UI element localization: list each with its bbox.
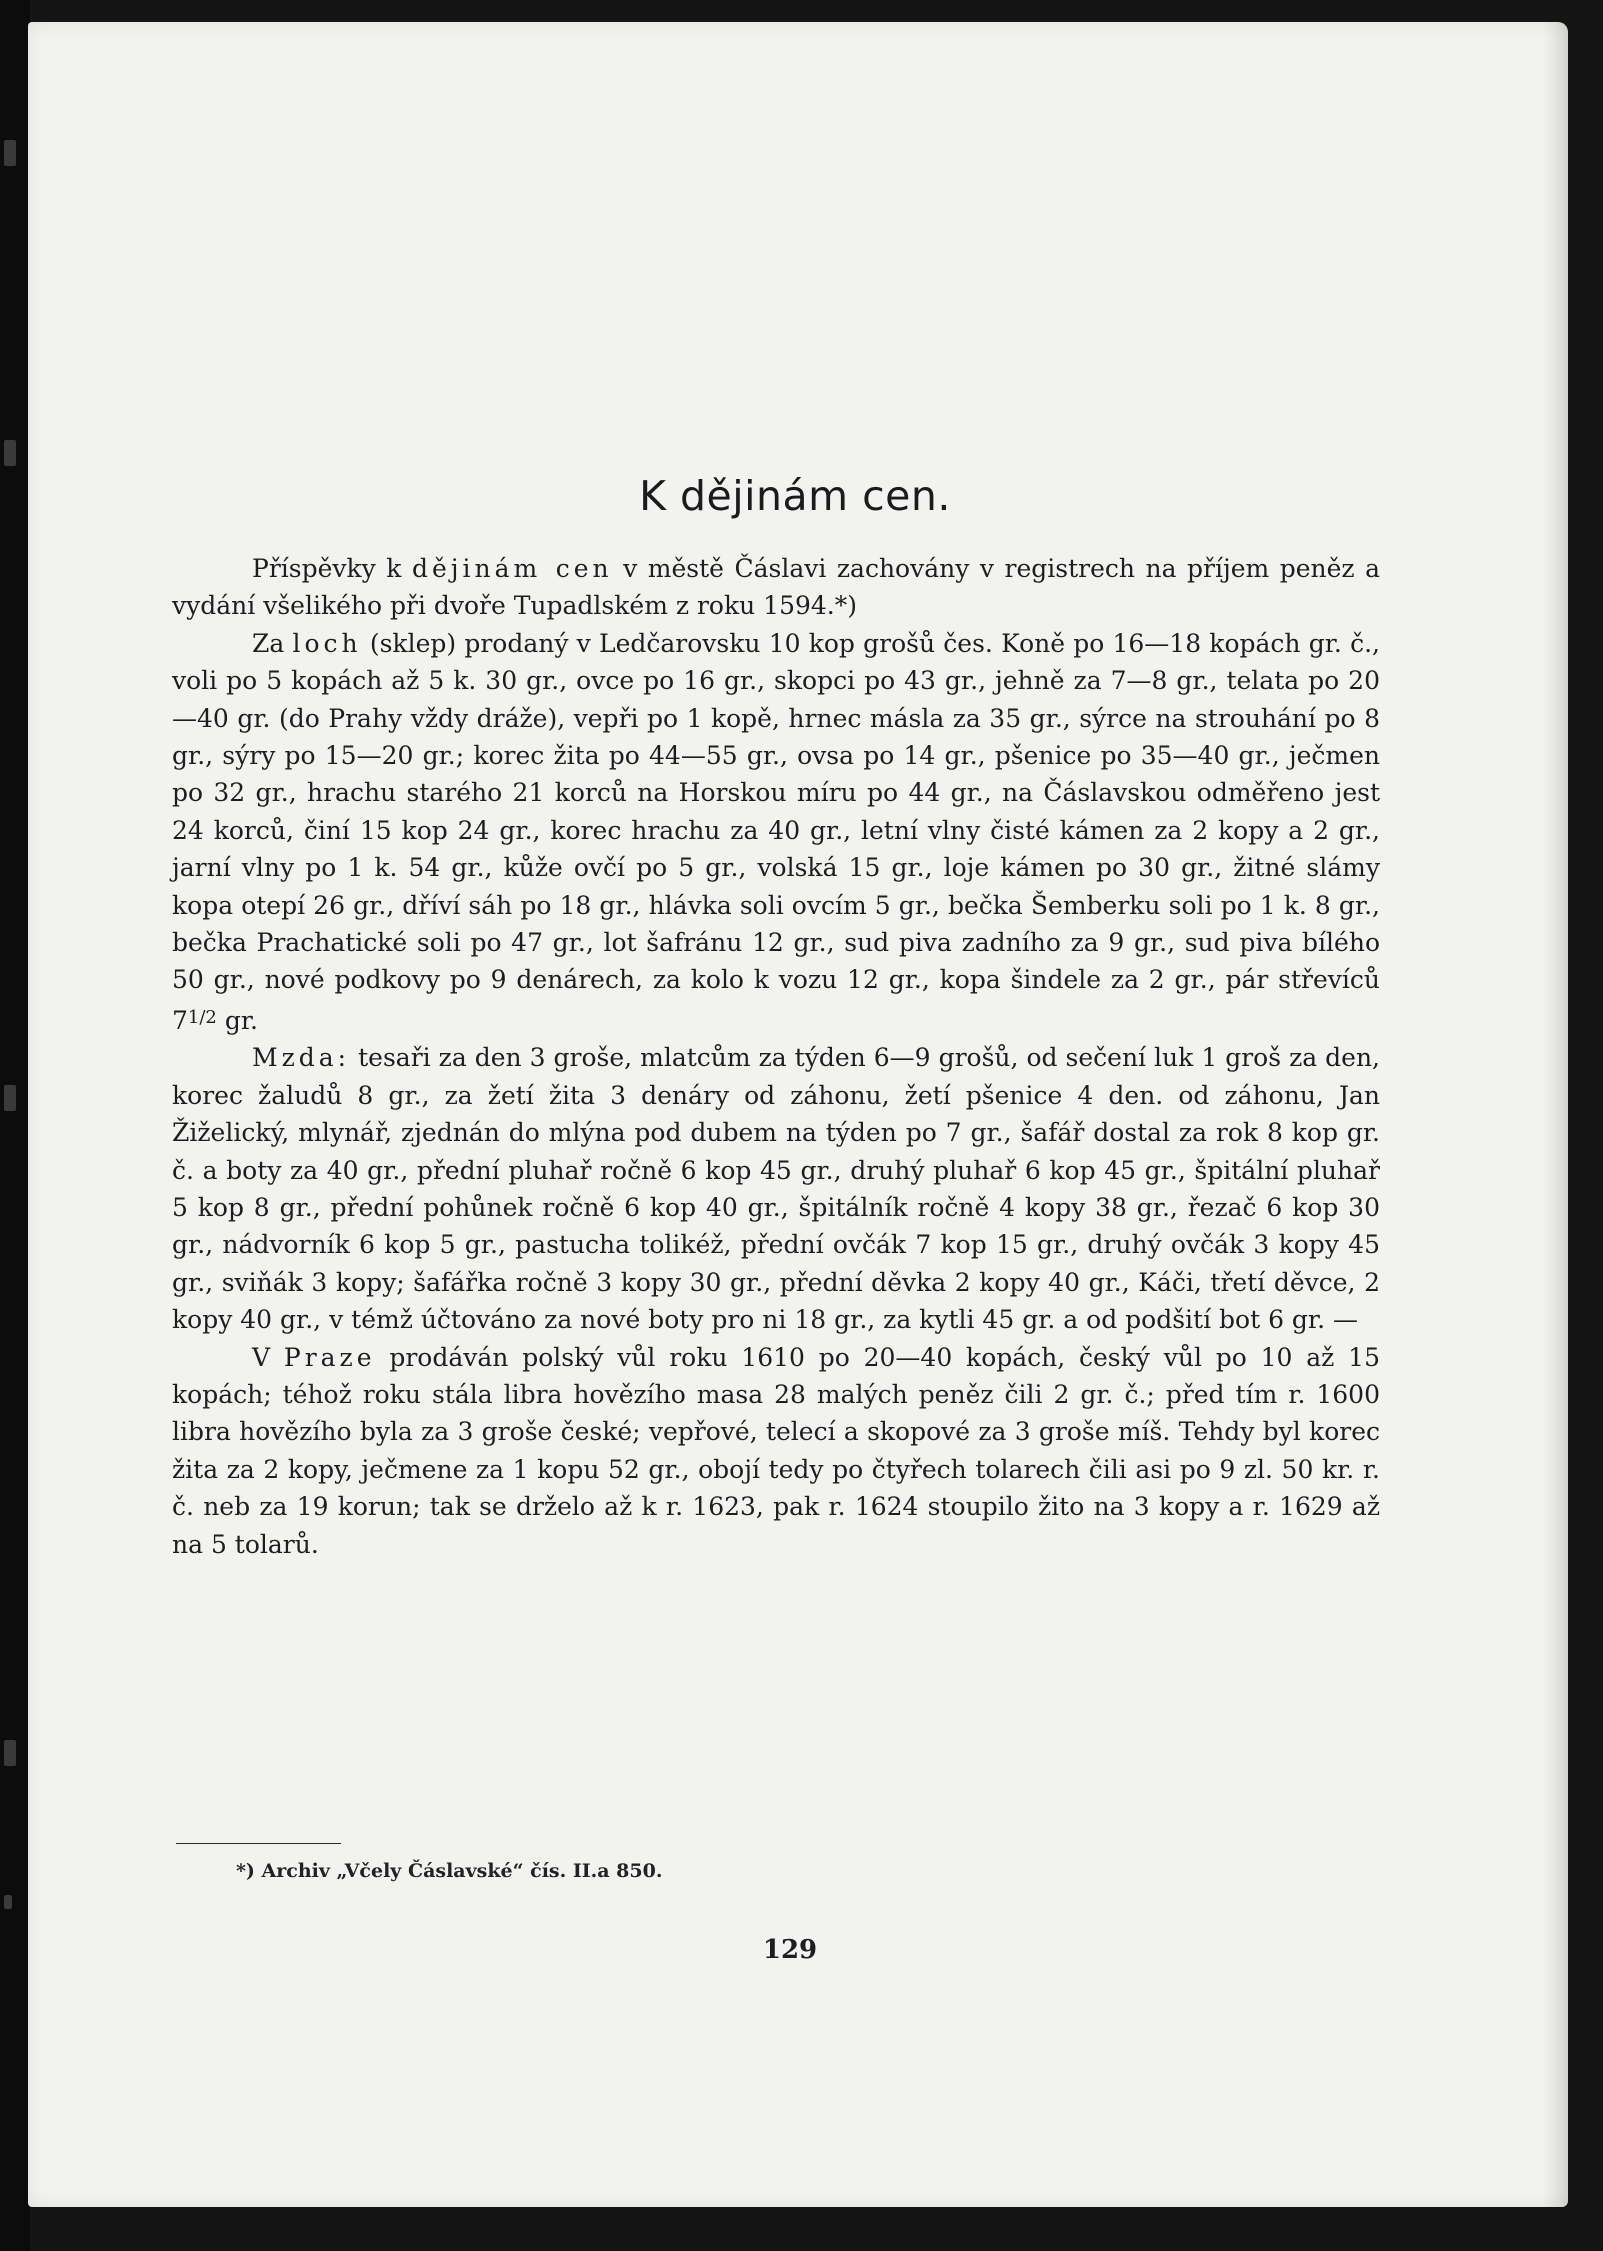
- footnote: *) Archiv „Včely Čáslavské“ čís. II.a 850.: [236, 1860, 663, 1882]
- text-run: Příspěvky k: [252, 554, 412, 583]
- spaced-text: loch: [292, 628, 362, 658]
- margin-mark: [4, 140, 16, 166]
- spaced-text: Mzda:: [252, 1043, 351, 1073]
- text-run: Za: [252, 628, 293, 658]
- margin-mark: [4, 440, 16, 466]
- page-number: 129: [762, 1935, 818, 1965]
- article-body: [172, 550, 1380, 1563]
- text-run: prodáván polský vůl roku 1610 po 20—40 kopách, český vůl po 10 až 15 kopách; téhož roku stála libra hovězího masa 28 malých peněz čili 2 gr. č.; před tím r. 1600 libra hovězího byla za 3 groše české; vepřové, telecí a skopové za 3 groše míš. Tehdy byl korec žita za 2 kopy, ječmene za 1 kopu 52 gr., obojí tedy po čtyřech tolarech čili asi po 9 zl. 50 kr. r. č. neb za 19 korun; tak se drželo až k r. 1623, pak r. 1624 stoupilo žito na 3 kopy a r. 1629 až na 5 tolarů.: [172, 1342, 1380, 1559]
- text-run: gr.: [216, 1005, 258, 1035]
- binding-edge: [0, 0, 30, 2251]
- text-run: v městě Čáslavi zachovány v registrech na příjem peněz a vydání všelikého při dvoře Tupadlském z roku 1594.*): [172, 554, 1380, 621]
- text-run: tesaři za den 3 groše, mlatcům za týden 6—9 grošů, od sečení luk 1 groš za den, korec žaludů 8 gr., za žetí žita 3 denáry od záhonu, žetí pšenice 4 den. od záhonu, Jan Žiželický, mlynář, zjednán do mlýna pod dubem na týden po 7 gr., šafář dostal za rok 8 kop gr. č. a boty za 40 gr., přední pluhař ročně 6 kop 45 gr., druhý pluhař 6 kop 45 gr., špitální pluhař 5 kop 8 gr., přední pohůnek ročně 6 kop 40 gr., špitálník ročně 4 kopy 38 gr., řezač 6 kop 30 gr., nádvorník 6 kop 5 gr., pastucha tolikéž, přední ovčák 7 kop 15 gr., druhý ovčák 3 kopy 45 gr., sviňák 3 kopy; šafářka ročně 3 kopy 30 gr., přední děvka 2 kopy 40 gr., Káči, třetí děvce, 2 kopy 40 gr., v témž účtováno za nové boty pro ni 18 gr., za kytli 45 gr. a od podšití bot 6 gr. —: [172, 1043, 1380, 1335]
- paragraph-prices: [172, 625, 1380, 1039]
- paragraph-prague: [172, 1339, 1380, 1563]
- paragraph-wages: [172, 1039, 1380, 1338]
- page-edge-shadow: [1542, 22, 1568, 2207]
- text-run: (sklep) prodaný v Ledčarovsku 10 kop grošů čes. Koně po 16—18 kopách gr. č., voli po 5 kopách až 5 k. 30 gr., ovce po 16 gr., skopci po 43 gr., jehně za 7—8 gr., telata po 20—40 gr. (do Prahy vždy dráže), vepři po 1 kopě, hrnec másla za 35 gr., sýrce na strouhání po 8 gr., sýry po 15—20 gr.; korec žita po 44—55 gr., ovsa po 14 gr., pšenice po 35—40 gr., ječmen po 32 gr., hrachu starého 21 korců na Horskou míru po 44 gr., na Čáslavskou odměřeno jest 24 korců, činí 15 kop 24 gr., korec hrachu za 40 gr., letní vlny čisté kámen za 2 kopy a 2 gr., jarní vlny po 1 k. 54 gr., kůže ovčí po 5 gr., volská 15 gr., loje kámen po 30 gr., žitné slámy kopa otepí 26 gr., dříví sáh po 18 gr., hlávka soli ovcím 5 gr., bečka Šemberku soli po 1 k. 8 gr., bečka Prachatické soli po 47 gr., lot šafránu 12 gr., sud piva zadního za 9 gr., sud piva bílého 50 gr., nové podkovy po 9 denárech, za kolo k vozu 12 gr., kopa šindele za 2 gr., pár střevíců 7: [172, 628, 1380, 1035]
- margin-mark: [4, 1740, 16, 1766]
- spaced-text: dějinám cen: [411, 554, 613, 583]
- paragraph-intro: [172, 550, 1380, 625]
- margin-mark: [4, 1085, 16, 1111]
- fraction: 1/2: [187, 1006, 217, 1028]
- footnote-divider: [176, 1843, 341, 1844]
- margin-mark: [4, 1895, 12, 1909]
- text-run: V: [252, 1342, 284, 1372]
- spaced-text: Praze: [283, 1342, 376, 1372]
- article-title: K dějinám cen.: [639, 472, 951, 520]
